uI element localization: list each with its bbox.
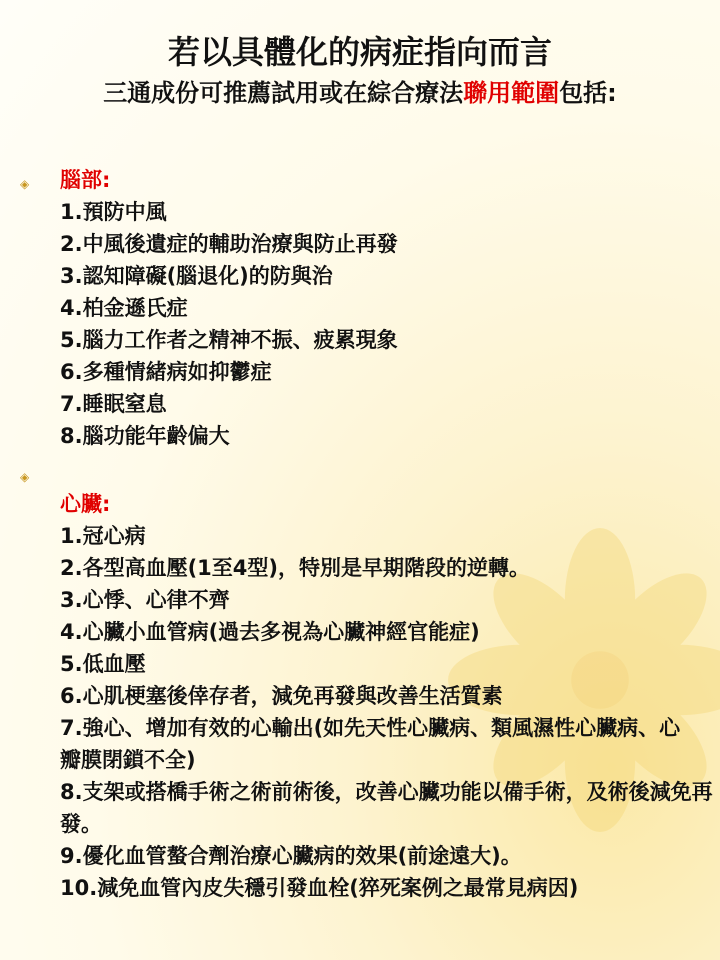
heart-heading: 心臟: <box>60 492 111 516</box>
diamond-bullet-icon: ◈ <box>20 177 30 191</box>
heart-section <box>20 462 720 912</box>
brain-list <box>60 196 720 452</box>
list-item: 5.腦力工作者之精神不振、疲累現象 <box>60 328 398 352</box>
heart-list <box>60 520 720 904</box>
list-item: 3.認知障礙(腦退化)的防與治 <box>60 264 333 288</box>
list-item: 8.支架或搭橋手術之術前術後，改善心臟功能以備手術，及術後減免再發。 <box>60 780 713 836</box>
list-item: 3.心悸、心律不齊 <box>60 588 230 612</box>
page-subtitle <box>0 74 720 112</box>
page-title: 若以具體化的病症指向而言 <box>167 33 552 71</box>
list-item: 10.減免血管內皮失穩引發血栓(猝死案例之最常見病因) <box>60 876 579 900</box>
list-item: 2.中風後遺症的輔助治療與防止再發 <box>60 232 398 256</box>
diamond-bullet-icon: ◈ <box>20 470 30 484</box>
brain-heading: 腦部: <box>60 168 111 192</box>
title-block <box>0 30 720 112</box>
list-item: 1.冠心病 <box>60 524 146 548</box>
list-item: 2.各型高血壓(1至4型)，特別是早期階段的逆轉。 <box>60 556 531 580</box>
list-item: 1.預防中風 <box>60 200 167 224</box>
brain-section <box>20 164 720 454</box>
list-item: 9.優化血管螯合劑治療心臟病的效果(前途遠大)。 <box>60 844 522 868</box>
list-item: 5.低血壓 <box>60 652 146 676</box>
list-item: 4.心臟小血管病(過去多視為心臟神經官能症) <box>60 620 480 644</box>
subtitle-highlight: 聯用範圍 <box>463 79 560 107</box>
subtitle-suffix: 包括: <box>559 79 617 107</box>
list-item: 7.強心、增加有效的心輸出(如先天性心臟病、類風濕性心臟病、心瓣膜閉鎖不全) <box>60 716 681 772</box>
list-item: 8.腦功能年齡偏大 <box>60 424 230 448</box>
list-item: 6.多種情緒病如抑鬱症 <box>60 360 272 384</box>
list-item: 7.睡眠窒息 <box>60 392 167 416</box>
list-item: 4.柏金遜氏症 <box>60 296 188 320</box>
list-item: 6.心肌梗塞後倖存者，減免再發與改善生活質素 <box>60 684 503 708</box>
subtitle-prefix: 三通成份可推薦試用或在綜合療法 <box>103 79 464 107</box>
